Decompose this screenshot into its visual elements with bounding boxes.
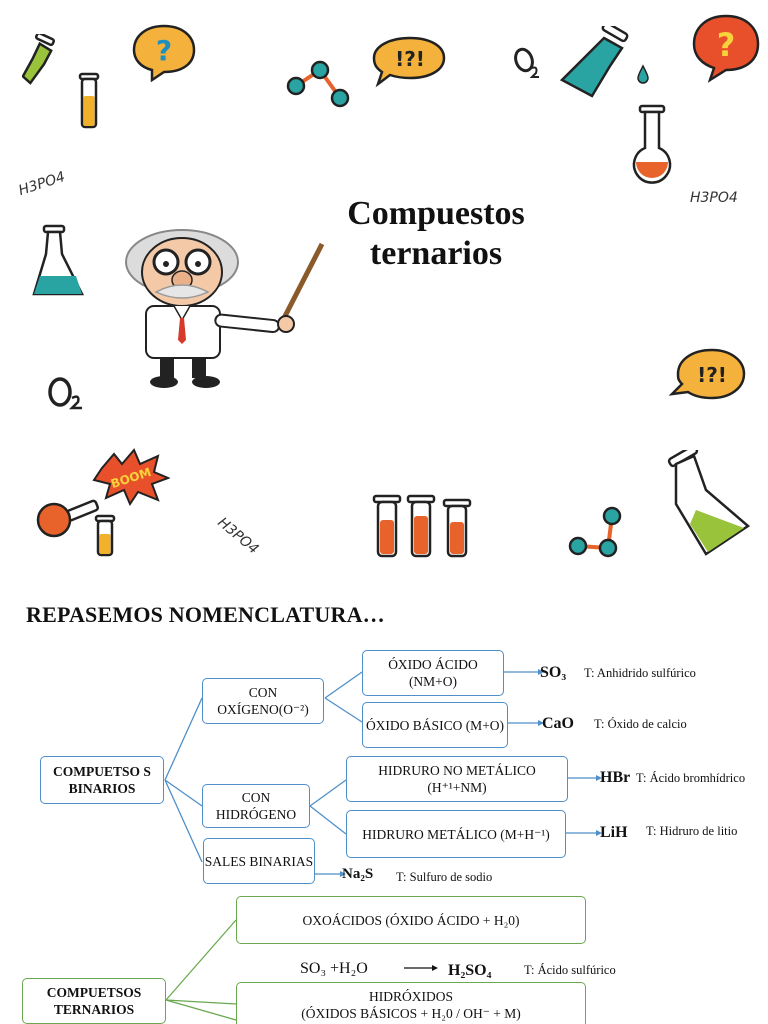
ternarios-root-box [22,978,166,1024]
example-hbr: HBr [600,769,631,786]
exclamation-bubble-right-icon [668,346,748,406]
molecule-bottom-icon [566,504,628,560]
sales-binarias-label: SALES BINARIAS [204,853,314,869]
example-na2s: Na₂S [342,866,374,882]
teal-flask-icon [556,26,640,102]
test-tubes-icon [372,494,476,558]
bubble-excl-right-text: !?! [697,363,727,387]
slide-title-line1: Compuestos [347,195,525,232]
hidruro-no-metalico-box [346,756,568,802]
reaction-note: T: Ácido sulfúrico [524,963,616,977]
ternarios-root-label: COMPUETSOS TERNARIOS [46,985,142,1017]
h3po4-label-top-left: H3PO4 [16,169,68,199]
binarios-root-label: COMPUETSO S BINARIOS [53,764,151,796]
green-flask-icon [662,450,758,562]
bubble-q-red-text: ? [716,26,736,64]
hidroxidos-line2: (ÓXIDOS BÁSICOS + H₂0 / OH⁻ + M) [301,1006,521,1021]
slide-title [300,194,572,274]
oxygen-symbol-left-icon [44,374,88,414]
hidruro-metalico-label: HIDRURO METÁLICO (M+H⁻¹) [362,826,550,842]
oxygen-symbol-icon [512,46,544,80]
example-na2s-note: T: Sulfuro de sodio [396,870,493,884]
oxoacidos-box [236,896,586,944]
oxido-acido-box [362,650,504,696]
example-so3-note: T: Anhidrido sulfúrico [584,666,696,680]
oxido-basico-box [362,702,508,748]
con-oxigeno-label: CON OXÍGENO(O⁻²) [217,685,309,717]
con-hidrogeno-box [202,784,310,828]
slide-title-line2: ternarios [369,235,503,272]
test-tube-icon [76,72,102,132]
oxido-acido-label: ÓXIDO ÁCIDO (NM+O) [388,657,478,689]
oxido-basico-label: ÓXIDO BÁSICO (M+O) [365,717,505,733]
teal-flask-left-icon [28,224,88,302]
oxoacidos-label: OXOÁCIDOS (ÓXIDO ÁCIDO + H₂0) [302,912,520,928]
example-hbr-note: T: Ácido bromhídrico [636,771,746,785]
bubble-q-text: ? [155,34,173,67]
h3po4-label-right: H3PO4 [690,190,738,206]
reaction-left: SO₃ +H₂O [300,960,368,977]
example-lih: LiH [600,824,628,841]
example-so3: SO₃ [540,664,567,681]
molecule-icon [282,56,354,110]
binarios-root-box [40,756,164,804]
bubble-excl-text: !?! [395,47,425,71]
question-bubble-icon [130,22,198,82]
con-oxigeno-box [202,678,324,724]
question-bubble-red-icon [690,12,762,84]
reaction-right: H₂SO₄ [448,962,492,979]
hidruro-no-metalico-label: HIDRURO NO METÁLICO (H⁺¹+NM) [378,763,536,795]
con-hidrogeno-label: CON HIDRÓGENO [215,790,297,822]
drop-icon [636,64,650,84]
flask-icon [22,34,72,90]
round-flask-icon [628,104,676,186]
example-cao: CaO [542,715,574,732]
nomenclature-slide [0,580,768,1024]
slide-heading: REPASEMOS NOMENCLATURA… [26,602,385,627]
hidruro-metalico-box [346,810,566,858]
exclamation-bubble-icon [370,34,448,88]
test-tube-yellow-icon [92,514,118,558]
example-cao-note: T: Óxido de calcio [594,717,687,731]
boom-text: BOOM [109,464,153,492]
h3po4-label-bottom: H3PO4 [214,514,262,558]
example-lih-note: T: Hidruro de litio [646,824,738,838]
hidroxidos-box [236,982,586,1024]
scientist-icon [112,222,332,394]
sales-binarias-box [203,838,315,884]
hidroxidos-line1: HIDRÓXIDOS [369,989,453,1004]
